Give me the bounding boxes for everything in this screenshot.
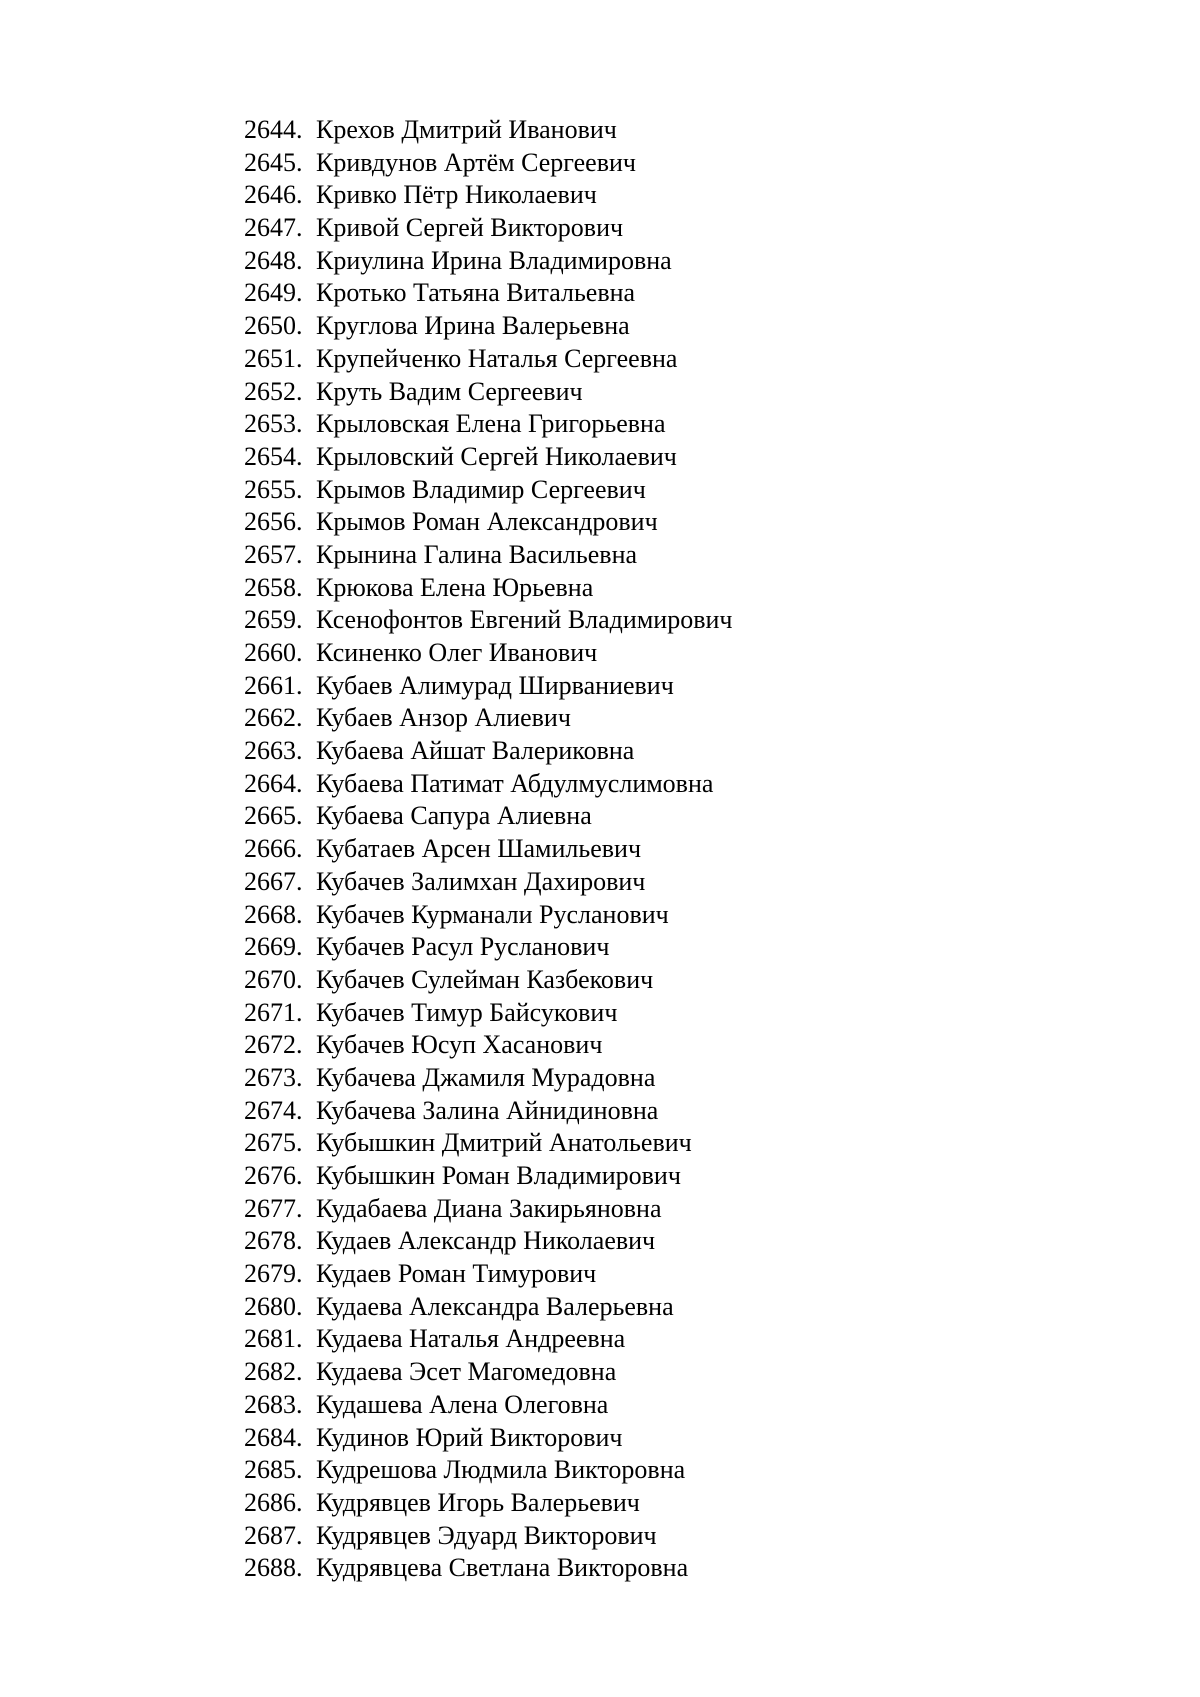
list-item bbox=[244, 768, 732, 801]
list-item bbox=[244, 310, 732, 343]
entry-number: 2682. bbox=[244, 1357, 303, 1387]
entry-number: 2665. bbox=[244, 801, 303, 831]
list-item bbox=[244, 1389, 732, 1422]
entry-number: 2687. bbox=[244, 1520, 303, 1550]
list-item bbox=[244, 1193, 732, 1226]
entry-number: 2673. bbox=[244, 1062, 303, 1092]
entry-number: 2648. bbox=[244, 245, 303, 275]
entry-number: 2655. bbox=[244, 474, 303, 504]
entry-number: 2668. bbox=[244, 899, 303, 929]
entry-name: Кубачев Сулейман Казбекович bbox=[316, 964, 654, 994]
list-item bbox=[244, 506, 732, 539]
entry-number: 2688. bbox=[244, 1553, 303, 1583]
entry-name: Кудашева Алена Олеговна bbox=[316, 1389, 609, 1419]
entry-number: 2660. bbox=[244, 638, 303, 667]
entry-number: 2681. bbox=[244, 1324, 303, 1354]
list-item bbox=[244, 833, 732, 866]
entry-number: 2650. bbox=[244, 311, 303, 341]
list-item bbox=[244, 114, 732, 147]
list-item bbox=[244, 1291, 732, 1324]
entry-name: Кубаева Патимат Абдулмуслимовна bbox=[316, 768, 714, 798]
list-item bbox=[244, 931, 732, 964]
list-item bbox=[244, 1225, 732, 1258]
entry-name: Кудаев Александр Николаевич bbox=[316, 1226, 656, 1256]
list-item bbox=[244, 376, 732, 409]
entry-number: 2686. bbox=[244, 1487, 303, 1517]
list-item bbox=[244, 997, 732, 1030]
entry-name: Крынина Галина Васильевна bbox=[316, 539, 638, 569]
entry-name: Крупейченко Наталья Сергеевна bbox=[316, 343, 678, 373]
list-item bbox=[244, 1062, 732, 1095]
entry-number: 2662. bbox=[244, 703, 303, 733]
entry-name: Кудаева Наталья Андреевна bbox=[316, 1324, 626, 1354]
list-item bbox=[244, 343, 732, 376]
entry-name: Кудинов Юрий Викторович bbox=[316, 1422, 623, 1452]
entry-name: Крымов Роман Александрович bbox=[316, 507, 658, 537]
entry-number: 2683. bbox=[244, 1389, 303, 1419]
entry-name: Кудаева Эсет Магомедовна bbox=[316, 1357, 617, 1387]
list-item bbox=[244, 604, 732, 637]
entry-name: Кудабаева Диана Закирьяновна bbox=[316, 1193, 662, 1223]
entry-number: 2652. bbox=[244, 376, 303, 406]
list-item bbox=[244, 147, 732, 180]
entry-name: Кубачев Залимхан Дахирович bbox=[316, 866, 646, 896]
entry-name: Кубаева Айшат Валериковна bbox=[316, 736, 635, 766]
list-item bbox=[244, 408, 732, 441]
entry-number: 2680. bbox=[244, 1291, 303, 1321]
list-item bbox=[244, 670, 732, 703]
entry-name: Кудрявцев Эдуард Викторович bbox=[316, 1520, 657, 1550]
list-item bbox=[244, 1520, 732, 1553]
entry-name: Кротько Татьяна Витальевна bbox=[316, 278, 636, 308]
entry-name: Кубаева Сапура Алиевна bbox=[316, 801, 592, 831]
entry-name: Кудаев Роман Тимурович bbox=[316, 1259, 597, 1289]
entry-name: Крыловская Елена Григорьевна bbox=[316, 409, 666, 439]
entry-name: Кубачев Курманали Русланович bbox=[316, 899, 669, 929]
entry-number: 2651. bbox=[244, 343, 303, 373]
entry-name: Кудрявцева Светлана Викторовна bbox=[316, 1553, 689, 1583]
entry-name: Кудрешова Людмила Викторовна bbox=[316, 1455, 686, 1485]
entry-number: 2675. bbox=[244, 1128, 303, 1158]
list-item bbox=[244, 1487, 732, 1520]
list-item bbox=[244, 637, 732, 670]
entry-name: Крехов Дмитрий Иванович bbox=[316, 115, 617, 144]
entry-name: Кубышкин Дмитрий Анатольевич bbox=[316, 1128, 692, 1158]
entry-number: 2676. bbox=[244, 1161, 303, 1190]
entry-number: 2684. bbox=[244, 1422, 303, 1452]
entry-name: Круглова Ирина Валерьевна bbox=[316, 311, 630, 341]
entry-name: Кубаев Анзор Алиевич bbox=[316, 703, 571, 733]
entry-name: Кубачев Расул Русланович bbox=[316, 932, 610, 962]
entry-name: Криулина Ирина Владимировна bbox=[316, 245, 672, 275]
entry-name: Кубачев Юсуп Хасанович bbox=[316, 1030, 603, 1060]
list-item bbox=[244, 572, 732, 605]
entry-number: 2656. bbox=[244, 507, 303, 537]
entry-name: Кубачева Джамиля Мурадовна bbox=[316, 1062, 656, 1092]
list-item bbox=[244, 277, 732, 310]
list-item bbox=[244, 735, 732, 768]
list-item bbox=[244, 702, 732, 735]
entry-number: 2645. bbox=[244, 147, 303, 177]
list-item bbox=[244, 964, 732, 997]
list-item bbox=[244, 1258, 732, 1291]
entry-number: 2644. bbox=[244, 115, 303, 144]
entry-name: Кубатаев Арсен Шамильевич bbox=[316, 834, 642, 864]
entry-number: 2679. bbox=[244, 1259, 303, 1289]
entry-name: Крюкова Елена Юрьевна bbox=[316, 572, 594, 602]
list-item bbox=[244, 539, 732, 572]
entry-number: 2672. bbox=[244, 1030, 303, 1060]
list-item bbox=[244, 800, 732, 833]
list-item bbox=[244, 1029, 732, 1062]
list-item bbox=[244, 245, 732, 278]
list-item bbox=[244, 1552, 732, 1585]
entry-name: Крыловский Сергей Николаевич bbox=[316, 441, 677, 471]
entry-number: 2649. bbox=[244, 278, 303, 308]
entry-number: 2658. bbox=[244, 572, 303, 602]
list-item bbox=[244, 212, 732, 245]
list-item bbox=[244, 899, 732, 932]
entry-name: Кубаев Алимурад Ширваниевич bbox=[316, 670, 674, 700]
entry-name: Кривой Сергей Викторович bbox=[316, 213, 624, 243]
entry-number: 2666. bbox=[244, 834, 303, 864]
entry-number: 2647. bbox=[244, 213, 303, 243]
entry-number: 2669. bbox=[244, 932, 303, 962]
list-item bbox=[244, 1127, 732, 1160]
list-item bbox=[244, 1095, 732, 1128]
entry-number: 2671. bbox=[244, 997, 303, 1027]
entry-name: Кривдунов Артём Сергеевич bbox=[316, 147, 636, 177]
entry-number: 2653. bbox=[244, 409, 303, 439]
entry-number: 2685. bbox=[244, 1455, 303, 1485]
list-item bbox=[244, 1454, 732, 1487]
list-item bbox=[244, 866, 732, 899]
entry-number: 2664. bbox=[244, 768, 303, 798]
entry-name: Кубачева Залина Айнидиновна bbox=[316, 1095, 659, 1125]
list-item bbox=[244, 1160, 732, 1193]
entry-number: 2657. bbox=[244, 539, 303, 569]
entry-number: 2678. bbox=[244, 1226, 303, 1256]
entry-name: Круть Вадим Сергеевич bbox=[316, 376, 583, 406]
name-list bbox=[244, 114, 732, 1585]
entry-name: Кудрявцев Игорь Валерьевич bbox=[316, 1487, 640, 1517]
entry-number: 2670. bbox=[244, 964, 303, 994]
list-item bbox=[244, 1422, 732, 1455]
entry-name: Ксенофонтов Евгений Владимирович bbox=[316, 605, 733, 635]
entry-number: 2654. bbox=[244, 441, 303, 471]
entry-number: 2663. bbox=[244, 736, 303, 766]
list-item bbox=[244, 441, 732, 474]
list-item bbox=[244, 1356, 732, 1389]
entry-number: 2661. bbox=[244, 670, 303, 700]
entry-name: Ксиненко Олег Иванович bbox=[316, 638, 598, 667]
entry-name: Крымов Владимир Сергеевич bbox=[316, 474, 646, 504]
entry-name: Кривко Пётр Николаевич bbox=[316, 180, 597, 210]
list-item bbox=[244, 1323, 732, 1356]
entry-number: 2659. bbox=[244, 605, 303, 635]
entry-name: Кудаева Александра Валерьевна bbox=[316, 1291, 674, 1321]
entry-number: 2674. bbox=[244, 1095, 303, 1125]
list-item bbox=[244, 179, 732, 212]
entry-number: 2677. bbox=[244, 1193, 303, 1223]
entry-number: 2667. bbox=[244, 866, 303, 896]
entry-name: Кубышкин Роман Владимирович bbox=[316, 1161, 681, 1190]
entry-name: Кубачев Тимур Байсукович bbox=[316, 997, 618, 1027]
list-item bbox=[244, 474, 732, 507]
entry-number: 2646. bbox=[244, 180, 303, 210]
